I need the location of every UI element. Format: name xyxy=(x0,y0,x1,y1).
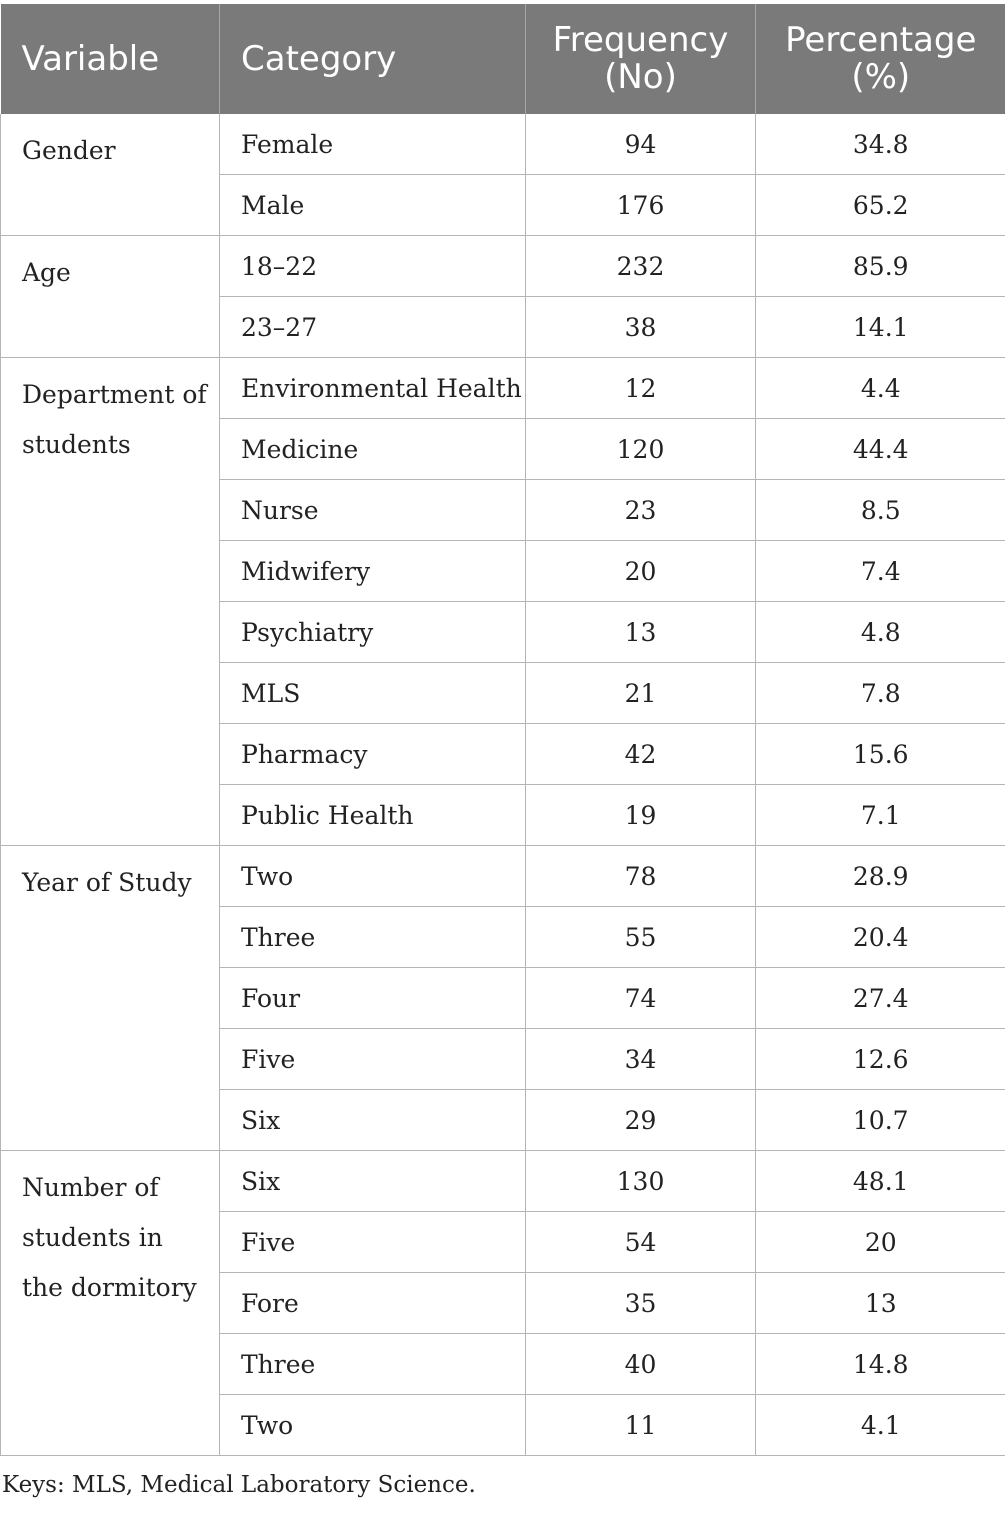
variable-cell: Gender xyxy=(1,114,220,236)
category-cell: Pharmacy xyxy=(220,724,526,785)
category-cell: Six xyxy=(220,1151,526,1212)
header-category: Category xyxy=(220,4,526,114)
frequency-cell: 34 xyxy=(526,1029,756,1090)
percentage-cell: 27.4 xyxy=(756,968,1005,1029)
variable-cell: Department of students xyxy=(1,358,220,846)
variable-cell: Age xyxy=(1,236,220,358)
frequency-cell: 40 xyxy=(526,1334,756,1395)
category-cell: Five xyxy=(220,1212,526,1273)
category-cell: Six xyxy=(220,1090,526,1151)
frequency-cell: 19 xyxy=(526,785,756,846)
demographics-table xyxy=(0,4,1005,1456)
header-percentage-line2: (%) xyxy=(851,57,911,97)
percentage-cell: 20 xyxy=(756,1212,1005,1273)
category-cell: 23–27 xyxy=(220,297,526,358)
category-cell: 18–22 xyxy=(220,236,526,297)
frequency-cell: 21 xyxy=(526,663,756,724)
frequency-cell: 78 xyxy=(526,846,756,907)
variable-cell: Number of students in the dormitory xyxy=(1,1151,220,1456)
percentage-cell: 14.1 xyxy=(756,297,1005,358)
header-row xyxy=(1,4,1005,114)
table-header xyxy=(1,4,1005,114)
frequency-cell: 35 xyxy=(526,1273,756,1334)
percentage-cell: 12.6 xyxy=(756,1029,1005,1090)
category-cell: Fore xyxy=(220,1273,526,1334)
header-percentage-line1: Percentage xyxy=(785,20,977,60)
category-cell: Midwifery xyxy=(220,541,526,602)
frequency-cell: 20 xyxy=(526,541,756,602)
variable-cell: Year of Study xyxy=(1,846,220,1151)
category-cell: Environmental Health xyxy=(220,358,526,419)
frequency-cell: 13 xyxy=(526,602,756,663)
table-container xyxy=(0,4,1005,1498)
frequency-cell: 23 xyxy=(526,480,756,541)
percentage-cell: 20.4 xyxy=(756,907,1005,968)
category-cell: Three xyxy=(220,907,526,968)
category-cell: Public Health xyxy=(220,785,526,846)
table-row xyxy=(1,846,1005,907)
table-row xyxy=(1,1151,1005,1212)
frequency-cell: 120 xyxy=(526,419,756,480)
category-cell: Three xyxy=(220,1334,526,1395)
percentage-cell: 85.9 xyxy=(756,236,1005,297)
table-row xyxy=(1,114,1005,175)
frequency-cell: 12 xyxy=(526,358,756,419)
frequency-cell: 130 xyxy=(526,1151,756,1212)
category-cell: Psychiatry xyxy=(220,602,526,663)
percentage-cell: 10.7 xyxy=(756,1090,1005,1151)
header-frequency xyxy=(526,4,756,114)
percentage-cell: 8.5 xyxy=(756,480,1005,541)
frequency-cell: 176 xyxy=(526,175,756,236)
percentage-cell: 28.9 xyxy=(756,846,1005,907)
frequency-cell: 74 xyxy=(526,968,756,1029)
percentage-cell: 15.6 xyxy=(756,724,1005,785)
percentage-cell: 14.8 xyxy=(756,1334,1005,1395)
category-cell: Medicine xyxy=(220,419,526,480)
header-frequency-line2: (No) xyxy=(604,57,677,97)
frequency-cell: 55 xyxy=(526,907,756,968)
percentage-cell: 7.8 xyxy=(756,663,1005,724)
table-footnote: Keys: MLS, Medical Laboratory Science. xyxy=(2,1472,476,1498)
category-cell: MLS xyxy=(220,663,526,724)
table-body xyxy=(1,114,1005,1456)
percentage-cell: 65.2 xyxy=(756,175,1005,236)
header-percentage xyxy=(756,4,1005,114)
frequency-cell: 11 xyxy=(526,1395,756,1456)
percentage-cell: 34.8 xyxy=(756,114,1005,175)
table-row xyxy=(1,358,1005,419)
frequency-cell: 94 xyxy=(526,114,756,175)
frequency-cell: 42 xyxy=(526,724,756,785)
percentage-cell: 7.4 xyxy=(756,541,1005,602)
frequency-cell: 29 xyxy=(526,1090,756,1151)
frequency-cell: 54 xyxy=(526,1212,756,1273)
category-cell: Female xyxy=(220,114,526,175)
category-cell: Five xyxy=(220,1029,526,1090)
category-cell: Male xyxy=(220,175,526,236)
category-cell: Nurse xyxy=(220,480,526,541)
percentage-cell: 4.4 xyxy=(756,358,1005,419)
percentage-cell: 4.1 xyxy=(756,1395,1005,1456)
table-row xyxy=(1,236,1005,297)
percentage-cell: 44.4 xyxy=(756,419,1005,480)
percentage-cell: 7.1 xyxy=(756,785,1005,846)
frequency-cell: 232 xyxy=(526,236,756,297)
percentage-cell: 48.1 xyxy=(756,1151,1005,1212)
category-cell: Two xyxy=(220,1395,526,1456)
percentage-cell: 13 xyxy=(756,1273,1005,1334)
category-cell: Two xyxy=(220,846,526,907)
header-frequency-line1: Frequency xyxy=(552,20,729,60)
frequency-cell: 38 xyxy=(526,297,756,358)
category-cell: Four xyxy=(220,968,526,1029)
percentage-cell: 4.8 xyxy=(756,602,1005,663)
header-variable: Variable xyxy=(1,4,220,114)
